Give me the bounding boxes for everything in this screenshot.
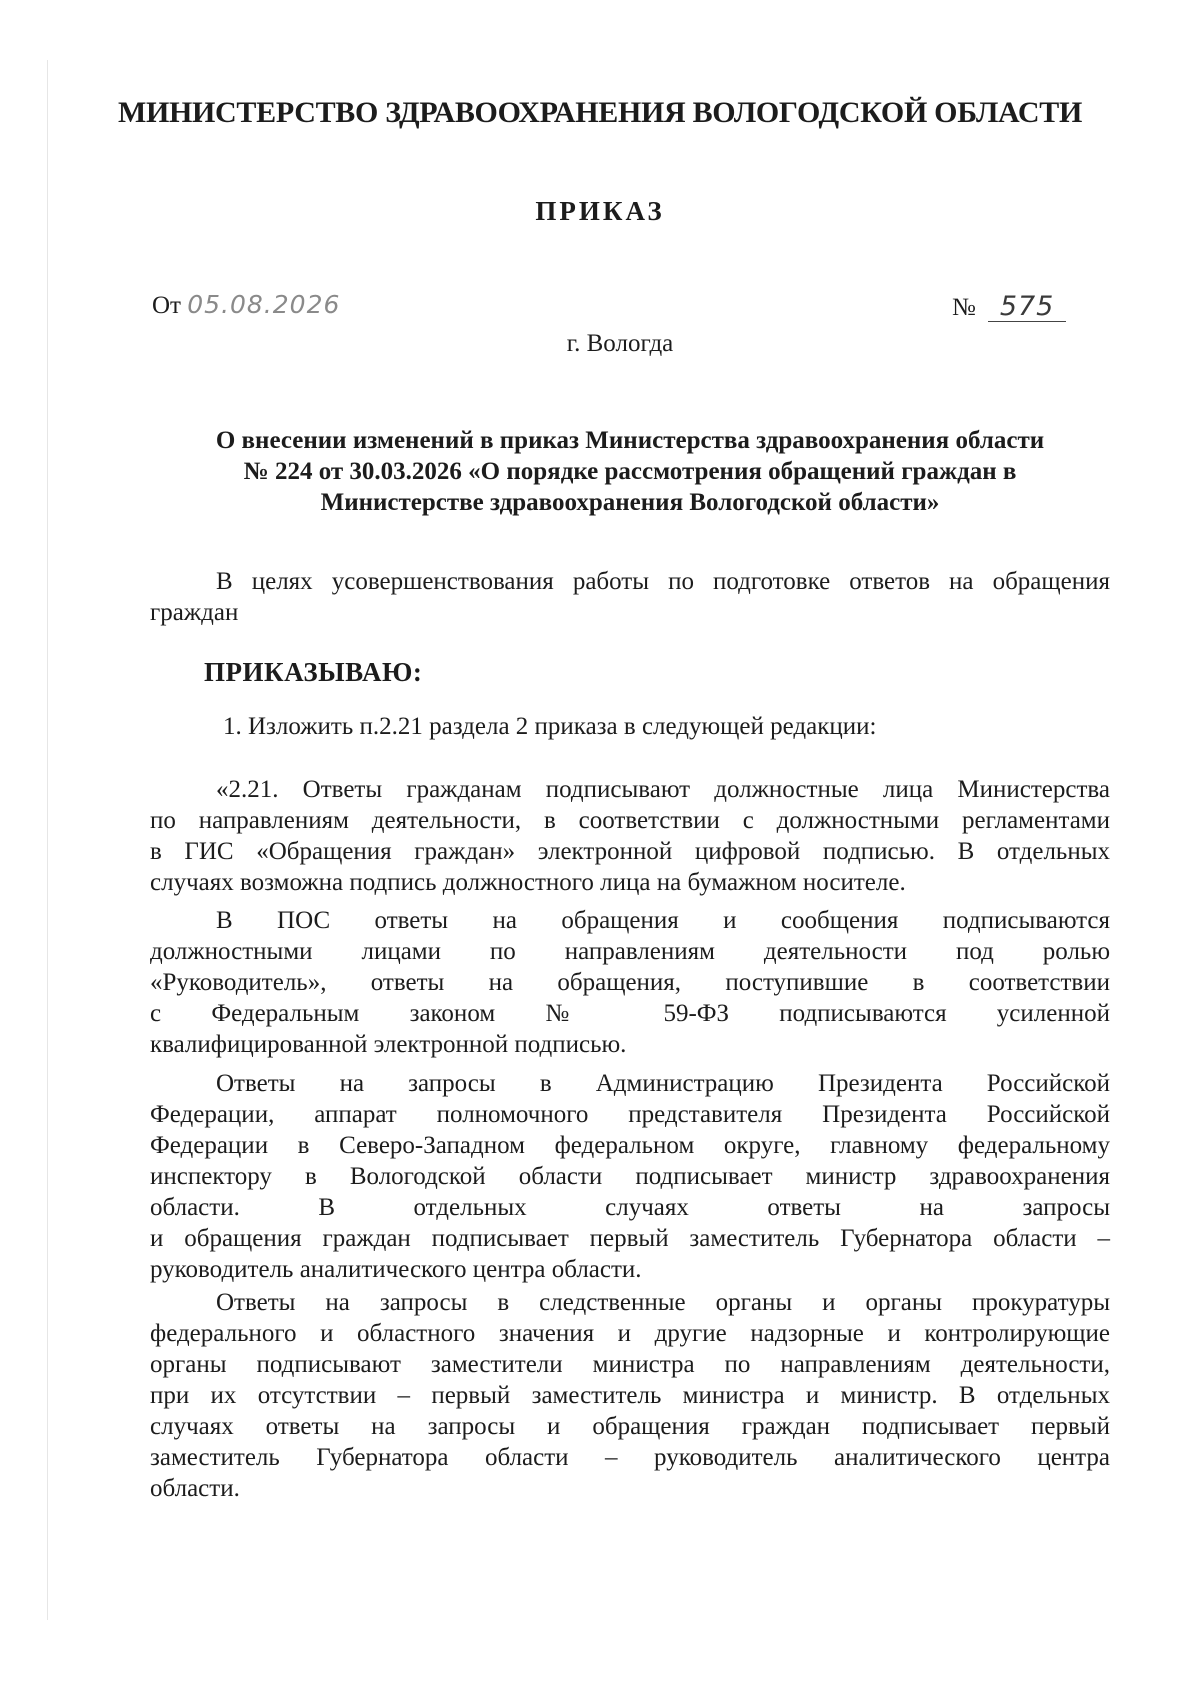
paragraph-president-administration bbox=[150, 1068, 1110, 1285]
paragraph-line: случаях ответы на запросы и обращения граждан подписывает первый bbox=[150, 1413, 1110, 1440]
paragraph-line: В ПОС ответы на обращения и сообщения подписываются bbox=[216, 907, 1110, 934]
subject-line: Министерстве здравоохранения Вологодской области» bbox=[320, 489, 940, 516]
subject-line: № 224 от 30.03.2026 «О порядке рассмотрения обращений граждан в bbox=[243, 458, 1017, 485]
paragraph-line: органы подписывают заместители министра по направлениям деятельности, bbox=[150, 1351, 1110, 1378]
number-field bbox=[952, 291, 1066, 322]
paragraph-line: квалифицированной электронной подписью. bbox=[150, 1031, 627, 1058]
document-type: ПРИКАЗ bbox=[535, 196, 665, 226]
paragraph-line: и обращения граждан подписывает первый заместитель Губернатора области – bbox=[150, 1225, 1110, 1252]
paragraph-line: руководитель аналитического центра области. bbox=[150, 1256, 642, 1283]
handwritten-date: 05.08.2026 bbox=[187, 290, 341, 319]
paragraph-line: по направлениям деятельности, в соответствии с должностными регламентами bbox=[150, 807, 1110, 834]
number-label: № bbox=[952, 294, 976, 321]
paragraph-line: «2.21. Ответы гражданам подписывают должностные лица Министерства bbox=[216, 776, 1110, 803]
paragraph-line: инспектору в Вологодской области подписывает министр здравоохранения bbox=[150, 1163, 1110, 1190]
handwritten-number: 575 bbox=[999, 291, 1055, 322]
paragraph-investigative-bodies bbox=[150, 1287, 1110, 1504]
paragraph-line: в ГИС «Обращения граждан» электронной цифровой подписью. В отдельных bbox=[150, 838, 1110, 865]
paragraph-line: граждан bbox=[150, 599, 239, 626]
preamble-paragraph bbox=[150, 566, 1110, 628]
date-field bbox=[152, 290, 340, 320]
paragraph-line: Федерации, аппарат полномочного представителя Президента Российской bbox=[150, 1101, 1110, 1128]
paragraph-2-21 bbox=[150, 774, 1110, 898]
paragraph-line: Ответы на запросы в следственные органы и органы прокуратуры bbox=[216, 1289, 1110, 1316]
paragraph-line: с Федеральным законом № 59-ФЗ подписываются усиленной bbox=[150, 1000, 1110, 1027]
paragraph-line: области. bbox=[150, 1475, 240, 1502]
order-item-1: 1. Изложить п.2.21 раздела 2 приказа в следующей редакции: bbox=[223, 713, 877, 740]
paragraph-line: В целях усовершенствования работы по подготовке ответов на обращения bbox=[216, 568, 1110, 595]
order-heading: ПРИКАЗЫВАЮ: bbox=[204, 657, 423, 687]
scan-edge-line bbox=[47, 60, 48, 1620]
paragraph-line: области. В отдельных случаях ответы на запросы bbox=[150, 1194, 1110, 1221]
subject-line: О внесении изменений в приказ Министерства здравоохранения области bbox=[215, 427, 1045, 454]
paragraph-line: заместитель Губернатора области – руководитель аналитического центра bbox=[150, 1444, 1110, 1471]
date-label: От bbox=[152, 292, 181, 319]
city: г. Вологда bbox=[566, 330, 674, 357]
paragraph-line: должностными лицами по направлениям деятельности под ролью bbox=[150, 938, 1110, 965]
paragraph-line: Ответы на запросы в Администрацию Президента Российской bbox=[216, 1070, 1110, 1097]
ministry-name: МИНИСТЕРСТВО ЗДРАВООХРАНЕНИЯ ВОЛОГОДСКОЙ ОБЛАСТИ bbox=[117, 96, 1083, 129]
paragraph-pos bbox=[150, 905, 1110, 1060]
order-subject bbox=[150, 425, 1110, 518]
paragraph-line: Федерации в Северо-Западном федеральном округе, главному федеральному bbox=[150, 1132, 1110, 1159]
number-underline bbox=[988, 291, 1066, 322]
paragraph-line: федерального и областного значения и другие надзорные и контролирующие bbox=[150, 1320, 1110, 1347]
paragraph-line: при их отсутствии – первый заместитель министра и министр. В отдельных bbox=[150, 1382, 1110, 1409]
paragraph-line: «Руководитель», ответы на обращения, поступившие в соответствии bbox=[150, 969, 1110, 996]
paragraph-line: случаях возможна подпись должностного лица на бумажном носителе. bbox=[150, 869, 906, 896]
